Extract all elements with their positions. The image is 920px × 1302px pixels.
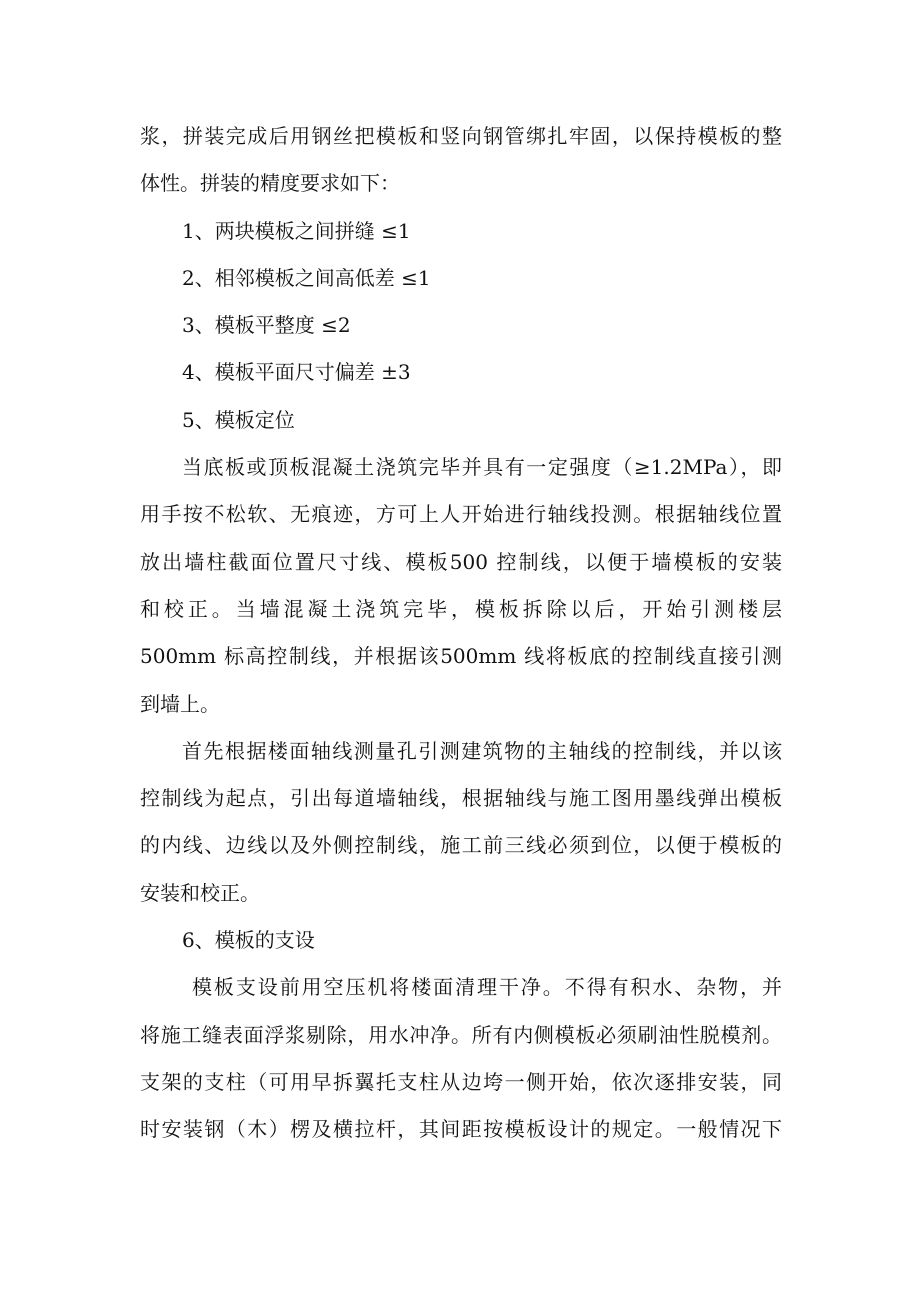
text-line: 500mm 标高控制线，并根据该500mm 线将板底的控制线直接引测 bbox=[140, 644, 782, 669]
text-line: 首先根据楼面轴线测量孔引测建筑物的主轴线的控制线，并以该 bbox=[182, 738, 782, 763]
text-line: 支架的支柱（可用早拆翼托支柱从边垮一侧开始，依次逐排安装，同 bbox=[140, 1069, 782, 1094]
section-heading: 5、模板定位 bbox=[182, 407, 295, 432]
list-item: 3、模板平整度 ≤2 bbox=[182, 313, 351, 338]
list-item: 2、相邻模板之间高低差 ≤1 bbox=[182, 265, 431, 290]
list-item: 1、两块模板之间拼缝 ≤1 bbox=[182, 218, 411, 243]
section-heading: 6、模板的支设 bbox=[182, 928, 315, 953]
text-line: 到墙上。 bbox=[140, 691, 220, 716]
text-line: 时安装钢（木）楞及横拉杆，其间距按模板设计的规定。一般情况下 bbox=[140, 1117, 782, 1142]
list-item: 4、模板平面尺寸偏差 ±3 bbox=[182, 360, 411, 385]
text-line: 的内线、边线以及外侧控制线，施工前三线必须到位，以便于模板的 bbox=[140, 833, 782, 858]
text-line: 体性。拼装的精度要求如下： bbox=[140, 171, 400, 196]
text-line: 浆，拼装完成后用钢丝把模板和竖向钢管绑扎牢固，以保持模板的整 bbox=[140, 124, 782, 148]
text-line: 和校正。当墙混凝土浇筑完毕，模板拆除以后，开始引测楼层 bbox=[140, 596, 782, 621]
text-line: 用手按不松软、无痕迹，方可上人开始进行轴线投测。根据轴线位置 bbox=[140, 502, 782, 527]
text-line: 控制线为起点，引出每道墙轴线，根据轴线与施工图用墨线弹出模板 bbox=[140, 786, 782, 811]
text-line: 放出墙柱截面位置尺寸线、模板500 控制线，以便于墙模板的安装 bbox=[140, 549, 782, 574]
text-line: 将施工缝表面浮浆剔除，用水冲净。所有内侧模板必须刷油性脱模剂。 bbox=[140, 1022, 782, 1047]
text-line: 当底板或顶板混凝土浇筑完毕并具有一定强度（≥1.2MPa），即 bbox=[182, 455, 782, 480]
text-line: 安装和校正。 bbox=[140, 880, 260, 905]
document-body bbox=[140, 113, 782, 1154]
text-line: 模板支设前用空压机将楼面清理干净。不得有积水、杂物，并 bbox=[192, 975, 782, 1000]
